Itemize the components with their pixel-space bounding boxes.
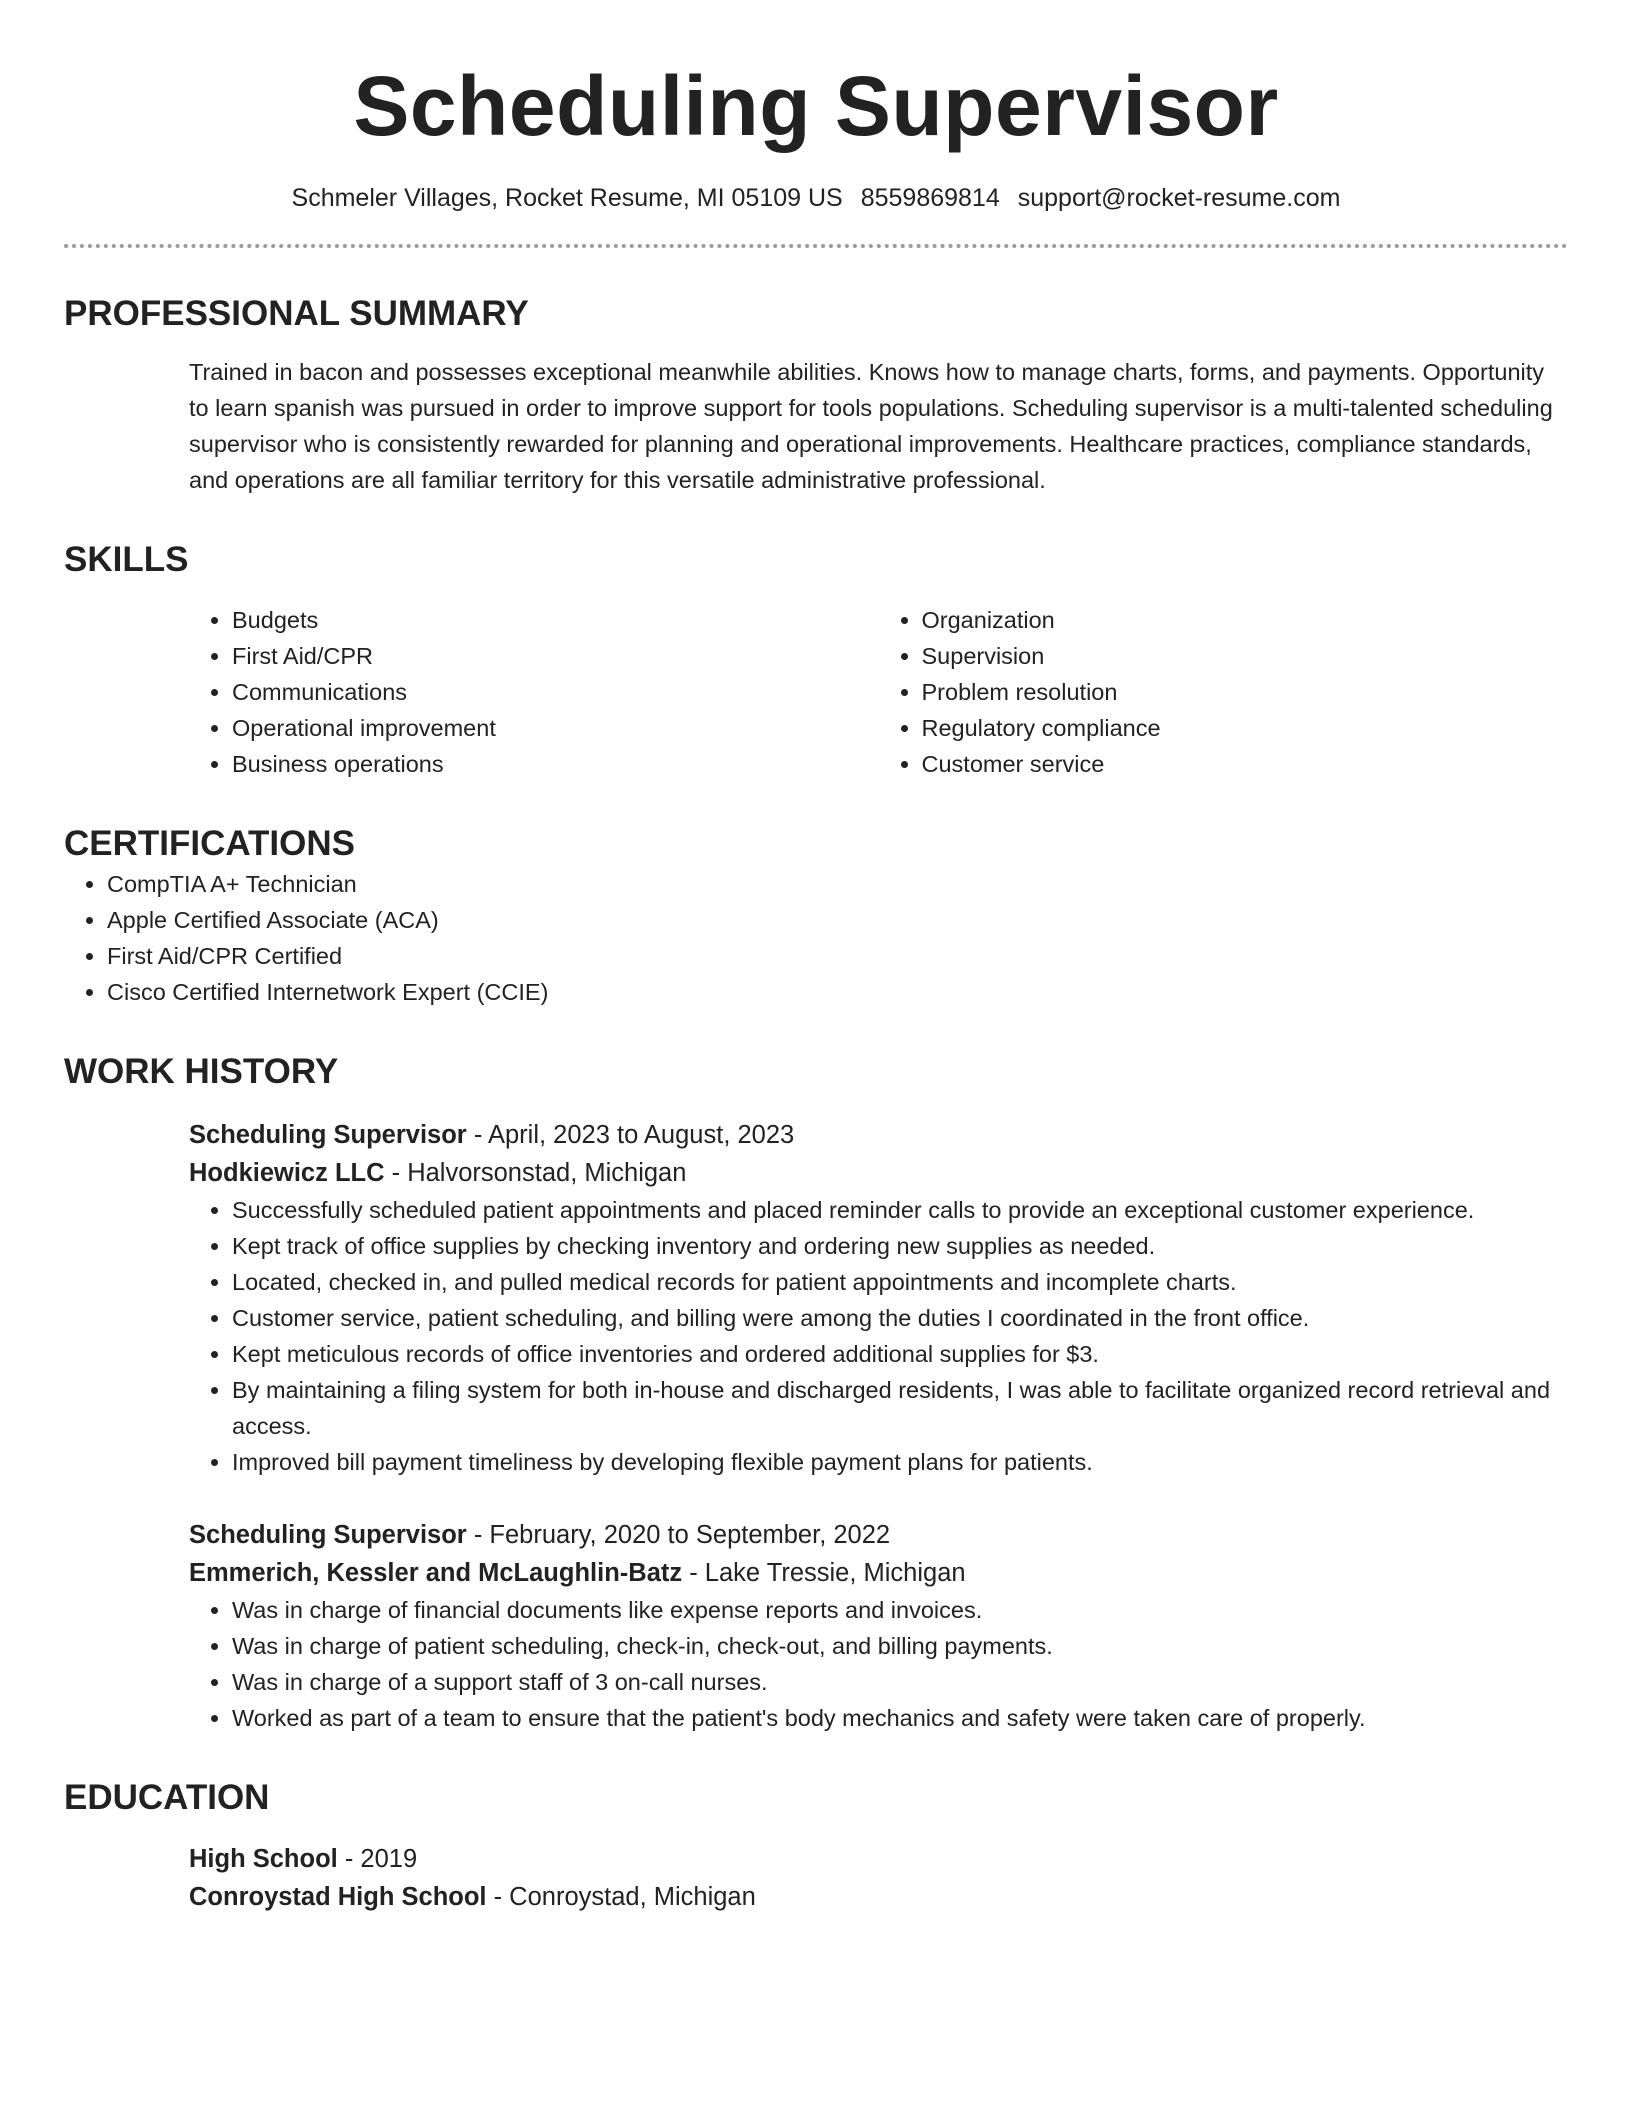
job-company-line bbox=[189, 1154, 1568, 1192]
certifications-section bbox=[64, 822, 1568, 1010]
skill-item: • Communications bbox=[232, 674, 879, 710]
summary-heading: PROFESSIONAL SUMMARY bbox=[64, 294, 529, 333]
candidate-name: Scheduling Supervisor bbox=[353, 59, 1279, 153]
job-dates: - April, 2023 to August, 2023 bbox=[466, 1121, 795, 1149]
education-year: - 2019 bbox=[337, 1845, 418, 1873]
job-role: Scheduling Supervisor bbox=[189, 1521, 467, 1549]
job-dates: - February, 2020 to September, 2022 bbox=[466, 1521, 891, 1549]
skills-grid bbox=[189, 602, 1568, 782]
contact-phone: 8559869814 bbox=[860, 184, 1000, 212]
education-school-line bbox=[189, 1878, 1568, 1916]
education-heading: EDUCATION bbox=[64, 1778, 270, 1817]
job-duty: • Was in charge of financial documents like expense reports and invoices. bbox=[232, 1592, 1568, 1628]
skill-item: • First Aid/CPR bbox=[232, 638, 879, 674]
job-duty: • Kept meticulous records of office inventories and ordered additional supplies for $3. bbox=[232, 1336, 1568, 1372]
skills-heading: SKILLS bbox=[64, 540, 189, 579]
contact-address: Schmeler Villages, Rocket Resume, MI 05109 US bbox=[291, 184, 843, 212]
job-company: Emmerich, Kessler and McLaughlin-Batz bbox=[189, 1559, 683, 1587]
certification-item: • Apple Certified Associate (ACA) bbox=[107, 902, 1568, 938]
certification-item: • Cisco Certified Internetwork Expert (CCIE) bbox=[107, 974, 1568, 1010]
contact-email: support@rocket-resume.com bbox=[1017, 184, 1341, 212]
education-entry bbox=[189, 1840, 1568, 1916]
job-duties-list bbox=[189, 1192, 1568, 1480]
resume-header bbox=[64, 0, 1568, 214]
summary-section bbox=[64, 292, 1568, 498]
skill-item: • Budgets bbox=[232, 602, 879, 638]
job-duty: • Worked as part of a team to ensure that the patient's body mechanics and safety were taken care of properly. bbox=[232, 1700, 1568, 1736]
contact-info bbox=[64, 182, 1568, 214]
skill-item: • Organization bbox=[922, 602, 1569, 638]
skill-item: • Supervision bbox=[922, 638, 1569, 674]
job-role: Scheduling Supervisor bbox=[189, 1121, 467, 1149]
education-location: - Conroystad, Michigan bbox=[486, 1883, 756, 1911]
job-duty: • Kept track of office supplies by checking inventory and ordering new supplies as needed. bbox=[232, 1228, 1568, 1264]
skills-section bbox=[64, 538, 1568, 782]
skill-item: • Regulatory compliance bbox=[922, 710, 1569, 746]
job-entry bbox=[189, 1116, 1568, 1480]
job-company: Hodkiewicz LLC bbox=[189, 1159, 385, 1187]
job-duty: • By maintaining a filing system for both in-house and discharged residents, I was able to facilitate organized record retrieval and access. bbox=[232, 1372, 1568, 1444]
certification-item: • First Aid/CPR Certified bbox=[107, 938, 1568, 974]
education-degree: High School bbox=[189, 1845, 338, 1873]
skill-item: • Business operations bbox=[232, 746, 879, 782]
job-entry bbox=[189, 1516, 1568, 1736]
summary-text: Trained in bacon and possesses exceptional meanwhile abilities. Knows how to manage charts, forms, and payments. Opportunity to learn spanish was pursued in order to improve support for tools populations. Scheduling supervisor is a multi-talented scheduling supervisor who is consistently rewarded for planning and operational improvements. Healthcare practices, compliance standards, and operations are all familiar territory for this versatile administrative professional. bbox=[189, 359, 1553, 493]
certification-item: • CompTIA A+ Technician bbox=[107, 866, 1568, 902]
job-location: - Halvorsonstad, Michigan bbox=[384, 1159, 687, 1187]
job-duty: • Located, checked in, and pulled medical records for patient appointments and incomplete charts. bbox=[232, 1264, 1568, 1300]
skill-item: • Operational improvement bbox=[232, 710, 879, 746]
education-section bbox=[64, 1776, 1568, 1916]
work-history-heading: WORK HISTORY bbox=[64, 1052, 339, 1091]
job-duties-list bbox=[189, 1592, 1568, 1736]
job-duty: • Was in charge of patient scheduling, check-in, check-out, and billing payments. bbox=[232, 1628, 1568, 1664]
certifications-list bbox=[64, 866, 1568, 1010]
job-title-line bbox=[189, 1516, 1568, 1554]
job-duty: • Was in charge of a support staff of 3 on-call nurses. bbox=[232, 1664, 1568, 1700]
job-duty: • Improved bill payment timeliness by developing flexible payment plans for patients. bbox=[232, 1444, 1568, 1480]
job-title-line bbox=[189, 1116, 1568, 1154]
job-duty: • Customer service, patient scheduling, and billing were among the duties I coordinated in the front office. bbox=[232, 1300, 1568, 1336]
work-history-section bbox=[64, 1050, 1568, 1736]
certifications-heading: CERTIFICATIONS bbox=[64, 824, 356, 863]
skills-right-list bbox=[879, 602, 1569, 782]
header-divider bbox=[64, 244, 1568, 248]
job-location: - Lake Tressie, Michigan bbox=[682, 1559, 966, 1587]
education-degree-line bbox=[189, 1840, 1568, 1878]
skill-item: • Problem resolution bbox=[922, 674, 1569, 710]
job-duty: • Successfully scheduled patient appointments and placed reminder calls to provide an exceptional customer experience. bbox=[232, 1192, 1568, 1228]
job-company-line bbox=[189, 1554, 1568, 1592]
skills-left-list bbox=[189, 602, 879, 782]
skill-item: • Customer service bbox=[922, 746, 1569, 782]
education-school: Conroystad High School bbox=[189, 1883, 487, 1911]
